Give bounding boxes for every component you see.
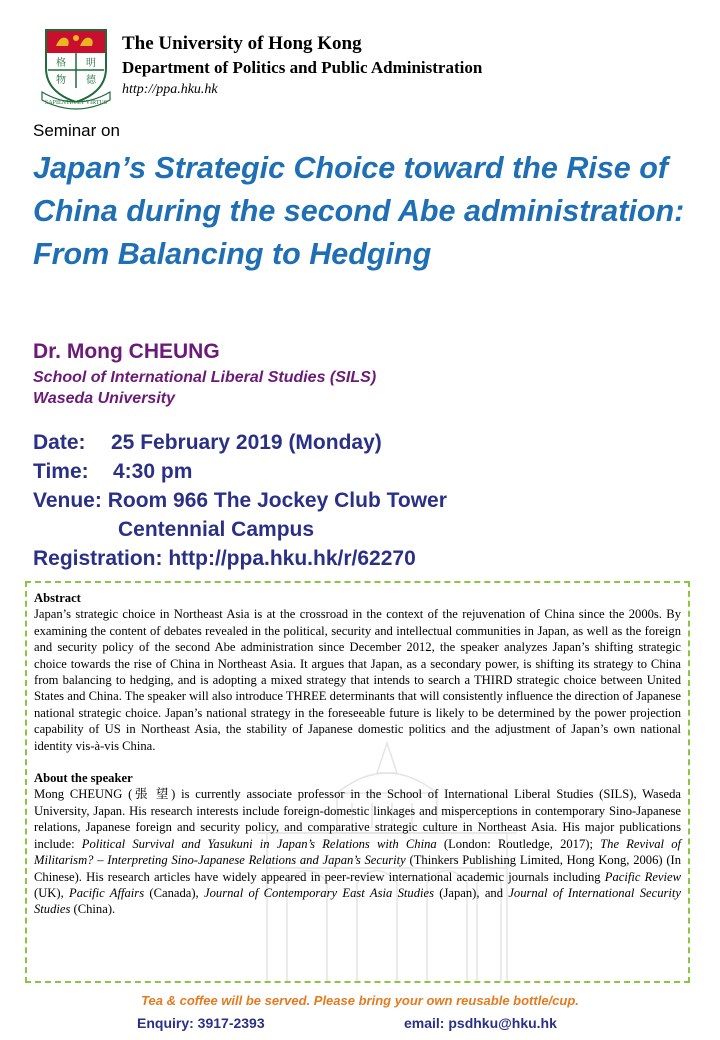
date-label: Date: [33,431,86,454]
crest-char-2: 明 [86,58,96,69]
venue-label: Venue: [33,489,102,512]
time-label: Time: [33,460,89,483]
abstract-heading: Abstract [34,591,81,605]
speaker-affiliation [33,367,376,409]
enquiry-phone: Enquiry: 3917-2393 [137,1015,265,1031]
registration-row [33,544,447,573]
refreshments-note: Tea & coffee will be served. Please bring your own reusable bottle/cup. [141,993,579,1008]
journal-name-2: Pacific Affairs [69,885,145,900]
crest-char-4: 德 [86,75,96,86]
venue-row [33,486,447,515]
venue-row-2 [33,515,447,544]
about-speaker-text [34,786,681,917]
crest-char-1: 格 [56,58,66,69]
bio-text-6: (Japan), and [433,885,509,900]
speaker-university: Waseda University [33,390,175,407]
bio-text-4: (UK), [34,885,70,900]
journal-name-4: Journal of International Security Studies [34,885,681,917]
time-value: 4:30 pm [113,460,193,483]
hku-crest-logo [40,26,112,110]
bio-text-7: (China). [70,902,116,917]
time-row [33,457,447,486]
bio-text-1: Mong CHEUNG (張 望) is currently associate professor in the School of International Liberal Studies (SILS), Waseda University, Japan. His research interests include foreign-domestic linkages and misperceptions in contemporary Sino-Japanese relations, Japanese foreign and security policy, and comparative strategic culture in Northeast Asia. His major publications include: [34,787,681,851]
university-name: The University of Hong Kong [122,33,362,54]
speaker-name: Dr. Mong CHEUNG [33,340,220,363]
venue-line-2: Centennial Campus [118,518,315,541]
publication-title-2: The Revival of Militarism? – Interpreting Sino-Japanese Relations and Japan’s Security [34,836,681,868]
enquiry-email[interactable]: email: psdhku@hku.hk [404,1015,557,1031]
speaker-school: School of International Liberal Studies (SILS) [33,369,377,386]
crest-motto: SAPIENTIA ET VIRTUS [44,100,108,106]
date-value: 25 February 2019 (Monday) [111,431,382,454]
department-url[interactable]: http://ppa.hku.hk [122,82,218,97]
journal-name-3: Journal of Contemporary East Asia Studies [204,885,434,900]
event-details [33,428,447,573]
registration-label: Registration: [33,547,163,570]
date-row [33,428,447,457]
bio-text-5: (Canada), [144,885,205,900]
abstract-box [25,581,690,983]
publication-title-1: Political Survival and Yasukuni in Japan’s Relations with China [81,836,437,851]
crest-char-3: 物 [56,75,66,86]
bio-text-2: (London: Routledge, 2017); [436,836,601,851]
venue-line-1: Room 966 The Jockey Club Tower [107,489,447,512]
bio-text-3: (Thinkers Publishing Limited, Hong Kong, 2006) (In Chinese). His research articles have widely appeared in peer-review international academic journals including [34,853,681,884]
department-name: Department of Politics and Public Administration [122,58,483,77]
seminar-label: Seminar on [33,121,120,140]
about-speaker-heading: About the speaker [34,771,133,786]
registration-link[interactable]: http://ppa.hku.hk/r/62270 [168,547,416,570]
abstract-text: Japan’s strategic choice in Northeast Asia is at the crossroad in the context of the rejuvenation of China since the 2000s. By examining the content of debates revealed in the political, security and intellectual communities in Japan, as well as the foreign and security policy of the second Abe administration since December 2012, the speaker analyzes Japan’s shifting strategic choice towards the rise of China in Northeast Asia. It argues that Japan, as a secondary power, is shifting its strategy to China from balancing to hedging, and is adopting a mixed strategy that intends to search a THIRD strategic choice between United States and China. The speaker will also introduce THREE determinants that will consistently influence the direction of Japanese national strategic choice. Japan’s national strategy in the foreseeable future is likely to be determined by the power projection capability of US in Northeast Asia, the stability of Japanese domestic politics and the adjustment of Japan’s own national identity vis-à-vis China. [34,607,681,753]
journal-name-1: Pacific Review [604,869,681,884]
seminar-title: Japan’s Strategic Choice toward the Rise of China during the second Abe administration: From Balancing to Hedging [33,151,685,271]
